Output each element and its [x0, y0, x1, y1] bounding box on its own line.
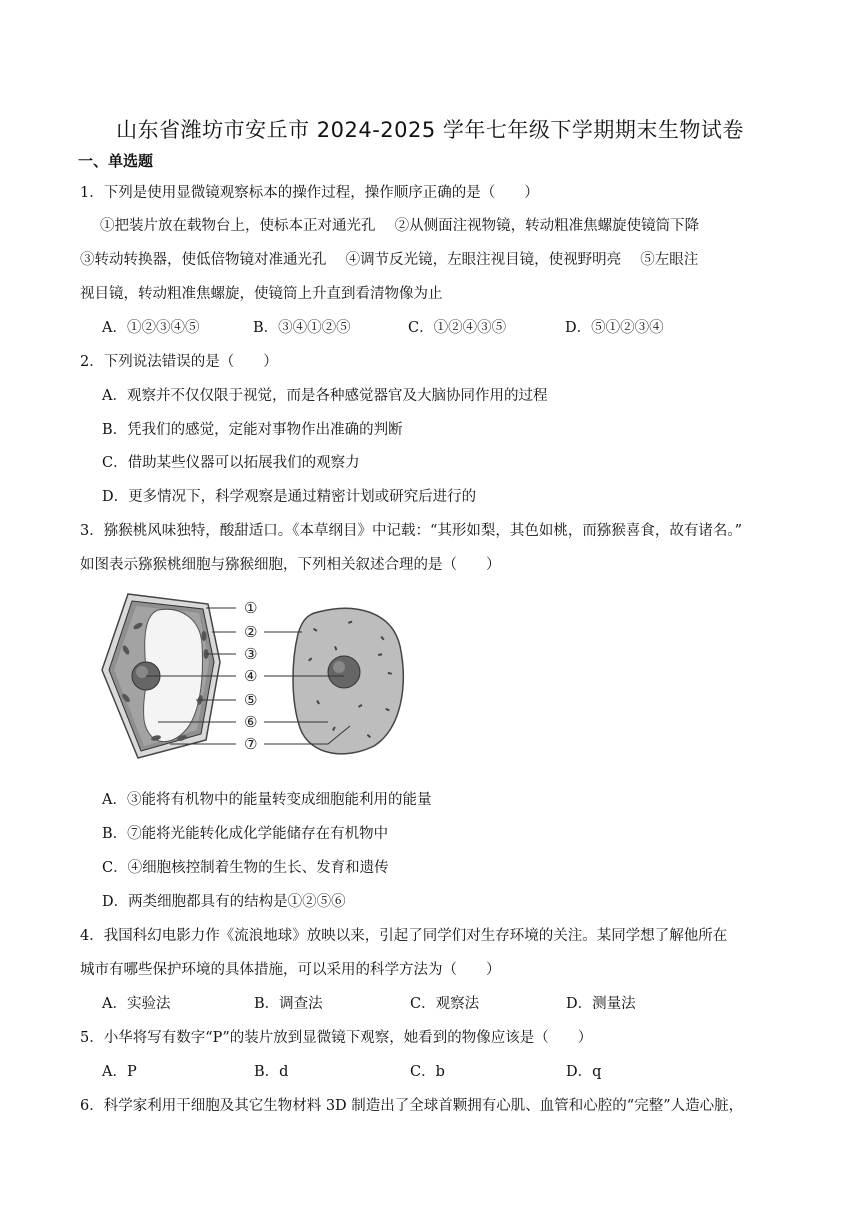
q3-option-a: A．③能将有机物中的能量转变成细胞能利用的能量 [102, 792, 432, 808]
q1-step-line-3: 视目镜，转动粗准焦螺旋，使镜筒上升直到看清物像为止 [80, 286, 443, 302]
q1-step-line-2: ③转动转换器，使低倍物镜对准通光孔 ④调节反光镜，左眼注视目镜，使视野明亮 ⑤左眼注 [80, 252, 699, 268]
q2-option-b: B．凭我们的感觉，定能对事物作出准确的判断 [102, 422, 403, 438]
cell-diagram [96, 588, 426, 768]
q5-option-a: A．P [102, 1064, 137, 1080]
q4-option-d: D．测量法 [566, 996, 636, 1012]
q3-stem-line-1: 3．猕猴桃风味独特，酸甜适口。《本草纲目》中记载：“其形如梨，其色如桃，而猕猴喜食，故有诸名。” [80, 523, 743, 539]
label-5: ⑤ [244, 691, 258, 709]
q2-option-d: D．更多情况下，科学观察是通过精密计划或研究后进行的 [102, 489, 477, 505]
q5-option-c: C．b [410, 1064, 445, 1080]
section-heading: 一、单选题 [78, 152, 154, 170]
q1-option-c: C．①②④③⑤ [408, 320, 507, 336]
q4-option-a: A．实验法 [102, 996, 171, 1012]
label-7: ⑦ [244, 735, 258, 753]
q2-stem: 2．下列说法错误的是（ ） [80, 354, 278, 370]
q4-stem-line-2: 城市有哪些保护环境的具体措施，可以采用的科学方法为（ ） [80, 962, 501, 978]
q3-stem-line-2: 如图表示猕猴桃细胞与猕猴细胞，下列相关叙述合理的是（ ） [80, 557, 501, 573]
q1-option-d: D．⑤①②③④ [565, 320, 664, 336]
q1-option-b: B．③④①②⑤ [253, 320, 351, 336]
label-3: ③ [244, 645, 258, 663]
label-2: ② [244, 623, 258, 641]
q5-option-d: D．q [566, 1064, 602, 1080]
q5-option-b: B．d [254, 1064, 289, 1080]
q5-stem: 5．小华将写有数字“P”的装片放到显微镜下观察，她看到的物像应该是（ ） [80, 1030, 593, 1046]
q4-option-b: B．调查法 [254, 996, 323, 1012]
q2-option-a: A．观察并不仅仅限于视觉，而是各种感觉器官及大脑协同作用的过程 [102, 388, 548, 404]
q4-stem-line-1: 4．我国科幻电影力作《流浪地球》放映以来，引起了同学们对生存环境的关注。某同学想了解他所在 [80, 928, 728, 944]
q1-stem: 1．下列是使用显微镜观察标本的操作过程，操作顺序正确的是（ ） [80, 185, 539, 201]
label-4: ④ [244, 667, 258, 685]
q4-option-c: C．观察法 [410, 996, 480, 1012]
q3-option-d: D．两类细胞都具有的结构是①②⑤⑥ [102, 894, 346, 910]
q1-step-line-1: ①把装片放在载物台上，使标本正对通光孔 ②从侧面注视物镜，转动粗准焦螺旋使镜筒下降 [100, 218, 700, 234]
q6-stem: 6．科学家利用干细胞及其它生物材料 3D 制造出了全球首颗拥有心肌、血管和心腔的“完整”人造心脏， [80, 1098, 744, 1114]
q3-option-c: C．④细胞核控制着生物的生长、发育和遗传 [102, 860, 389, 876]
q1-option-a: A．①②③④⑤ [102, 320, 200, 336]
animal-nucleus [328, 656, 360, 688]
q3-option-b: B．⑦能将光能转化成化学能储存在有机物中 [102, 826, 389, 842]
page-title: 山东省潍坊市安丘市 2024-2025 学年七年级下学期期末生物试卷 [116, 118, 744, 142]
label-1: ① [244, 599, 258, 617]
label-6: ⑥ [244, 713, 258, 731]
q2-option-c: C．借助某些仪器可以拓展我们的观察力 [102, 455, 360, 471]
